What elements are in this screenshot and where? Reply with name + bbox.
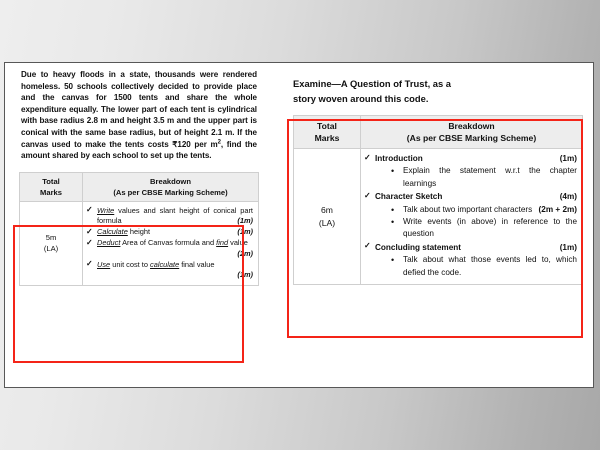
right-item-3-marks: (1m) <box>559 242 577 252</box>
list-item <box>364 153 577 190</box>
left-item-2-text: height <box>127 227 151 237</box>
left-item-1-line <box>97 206 253 226</box>
table-row <box>294 149 583 285</box>
left-header-total-marks-line2: Marks <box>40 187 62 197</box>
check-icon: ✓ <box>364 152 371 162</box>
right-row-breakdown <box>361 149 583 285</box>
right-item-2-marks: (4m) <box>559 192 577 202</box>
left-table-body <box>20 201 259 285</box>
left-item-3-text: Area of Canvas formula and <box>120 238 217 248</box>
left-table-head <box>20 172 259 201</box>
left-marking-scheme-table <box>19 172 259 286</box>
list-item <box>86 238 253 258</box>
list-item <box>86 260 253 280</box>
right-header-total-marks <box>294 116 361 149</box>
left-item-1-text: values and slant height of conical part formula <box>97 205 253 225</box>
left-item-3-marks: (2m) <box>237 248 253 258</box>
right-header-breakdown-line2: (As per CBSE Marking Scheme) <box>406 133 537 143</box>
right-item-2-sub-1-line <box>403 204 577 216</box>
right-header-breakdown <box>361 116 583 149</box>
right-item-1-title: Introduction <box>375 154 423 163</box>
right-row-marks-type: (LA) <box>318 217 336 228</box>
left-item-4-keyword2: calculate <box>150 259 180 269</box>
list-item <box>391 216 577 241</box>
check-icon: ✓ <box>86 205 93 215</box>
check-icon: ✓ <box>86 259 93 269</box>
list-item <box>86 206 253 226</box>
right-heading-line2: story woven around this code. <box>293 92 429 104</box>
check-icon: ✓ <box>86 226 93 236</box>
left-table-header-row <box>20 172 259 201</box>
left-header-total-marks-line1: Total <box>42 176 60 186</box>
right-header-total-marks-line2: Marks <box>314 133 340 143</box>
document-page <box>4 62 594 388</box>
question-paragraph-tail: , find the amount shared by each school to set up the tents. <box>21 139 257 161</box>
left-header-breakdown-line2: (As per CBSE Marking Scheme) <box>113 187 228 197</box>
left-breakdown-list <box>86 206 253 280</box>
left-header-breakdown <box>83 172 259 201</box>
left-item-4-keyword: Use <box>97 259 111 269</box>
question-paragraph-body: Due to heavy floods in a state, thousands were rendered homeless. 50 schools collectively decided to provide place and the canvas for 1500 tents and share the whole expenditure equally. The lower part of each tent is cylindrical with base radius 2.8 m and height 3.5 m and the upper part is conical with the same base radius, but of height 2.1 m. If the canvas used to make the tents costs ₹120 per m <box>21 70 257 149</box>
left-column <box>19 69 259 286</box>
right-item-1-sub-1-text: Explain the statement w.r.t the chapter learnings <box>403 166 577 188</box>
right-item-2-sub-1-text: Talk about two important characters <box>403 204 533 214</box>
check-icon: ✓ <box>86 237 93 247</box>
table-row <box>20 201 259 285</box>
right-item-2-title: Character Sketch <box>375 192 443 202</box>
left-row-marks-value: 5m <box>45 233 57 243</box>
right-item-2-title-line <box>375 191 577 203</box>
right-row-marks-value: 6m <box>321 205 333 216</box>
right-item-3-sublist <box>375 254 577 279</box>
question-paragraph <box>19 69 259 162</box>
right-item-1-sublist <box>375 165 577 190</box>
left-item-2-line <box>97 227 253 237</box>
right-heading <box>293 77 583 106</box>
right-marking-scheme-table <box>293 115 583 285</box>
bullet-icon: • <box>391 217 395 228</box>
right-header-total-marks-line1: Total <box>317 121 337 131</box>
check-icon: ✓ <box>364 241 371 251</box>
right-item-2-sub-2-text: Write events (in above) in reference to the question <box>403 217 577 239</box>
left-item-3-text2: value <box>228 238 248 248</box>
left-row-breakdown <box>83 201 259 285</box>
right-table-header-row <box>294 116 583 149</box>
right-item-2-sub-1-marks: (2m + 2m) <box>538 204 577 214</box>
right-item-1-marks: (1m) <box>559 154 577 163</box>
list-item <box>364 242 577 279</box>
left-row-total-marks <box>20 201 83 285</box>
check-icon: ✓ <box>364 190 371 200</box>
right-heading-line1: Examine—A Question of Trust, as a <box>293 78 452 89</box>
left-row-marks-type: (LA) <box>43 244 59 254</box>
right-table-body <box>294 149 583 285</box>
right-header-breakdown-line1: Breakdown <box>448 121 495 131</box>
bullet-icon: • <box>391 204 395 215</box>
right-column <box>293 77 583 285</box>
right-breakdown-list <box>364 153 577 279</box>
left-item-1-marks: (1m) <box>237 215 253 225</box>
left-item-1-keyword: Write <box>97 205 115 215</box>
left-item-4-text2: final value <box>179 259 215 269</box>
right-table-head <box>294 116 583 149</box>
right-item-2-sublist <box>375 204 577 241</box>
left-item-4-marks: (1m) <box>237 269 253 279</box>
left-header-total-marks <box>20 172 83 201</box>
right-item-3-title: Concluding statement <box>375 242 461 252</box>
list-item <box>86 227 253 237</box>
list-item <box>391 165 577 190</box>
list-item <box>391 204 577 216</box>
right-item-3-title-line <box>375 242 577 254</box>
right-item-1-title-line <box>375 153 577 165</box>
left-header-breakdown-line1: Breakdown <box>150 176 191 186</box>
left-item-4-text: unit cost to <box>110 259 151 269</box>
left-item-2-keyword: Calculate <box>97 227 128 237</box>
bullet-icon: • <box>391 255 395 266</box>
bullet-icon: • <box>391 166 395 177</box>
list-item <box>391 254 577 279</box>
left-item-3-line <box>97 238 253 258</box>
left-item-3-keyword2: find <box>216 238 229 248</box>
question-superscript: 2 <box>217 138 221 145</box>
right-row-total-marks <box>294 149 361 285</box>
right-item-3-sub-1-text: Talk about what those events led to, which defied the code. <box>403 255 577 277</box>
left-item-3-keyword: Deduct <box>97 238 121 248</box>
left-item-2-marks: (1m) <box>237 227 253 237</box>
left-item-4-line <box>97 260 253 280</box>
list-item <box>364 191 577 241</box>
